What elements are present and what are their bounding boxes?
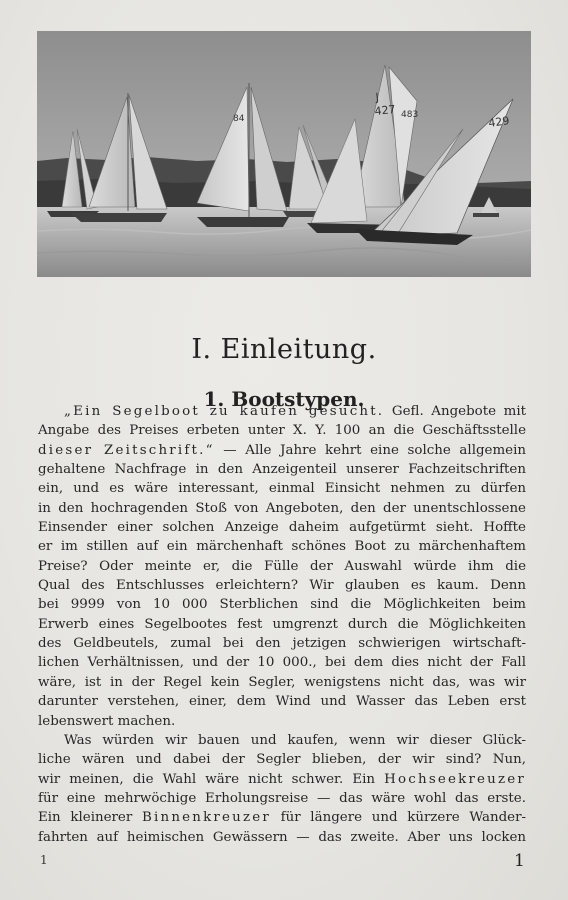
text-line: „Ein Segelboot zu kaufen gesucht. Gefl. Angebote mit [64,404,527,419]
svg-text:J: J [374,90,380,104]
text-line: lebenswert machen. [38,713,176,729]
text-line: liche wären und dabei der Segler blieben, der wir sind? Nun, [38,752,526,768]
sailboat-race-photo [37,31,531,277]
text-line: Was würden wir bauen und kaufen, wenn wir dieser Glück- [64,732,526,748]
text-line: lichen Verhältnissen, und der 10 000., bei dem dies nicht der Fall [38,655,526,671]
text-line: Qual des Entschlusses erleichtern? Wir glauben es kaum. Denn [38,578,526,594]
text-line: in den hochragenden Stoß von Angeboten, den der unentschlossene [38,500,526,516]
text-line: Ein kleinerer Binnenkreuzer für längere und kürzere Wander- [38,810,527,826]
svg-text:429: 429 [487,114,511,130]
text-line: wäre, ist in der Regel kein Segler, wenigstens nicht das, was wir [38,674,526,690]
body-text [38,402,526,847]
text-line: des Geldbeutels, zumal bei den jetzigen schwierigen wirtschaft- [38,636,526,652]
text-line: Einsender einer solchen Anzeige daheim aufgetürmt sieht. Hoffte [38,520,526,536]
text-line: bei 9999 von 10 000 Sterblichen sind die Möglichkeiten beim [38,597,526,613]
text-line: gehaltene Nachfrage in den Anzeigenteil unserer Fachzeitschriften [38,462,526,478]
text-line: dieser Zeitschrift.“ — Alle Jahre kehrt eine solche allgemein [38,442,527,458]
text-line: Preise? Oder meinte er, die Fülle der Auswahl würde ihm die [38,558,526,574]
text-line: fahrten auf heimischen Gewässern — das zweite. Aber uns locken [38,829,526,845]
chapter-title: I. Einleitung. [191,334,377,366]
text-line: wir meinen, die Wahl wäre nicht schwer. Ein Hochseekreuzer [38,771,526,787]
text-line: ein, und es wäre interessant, einmal Einsicht nehmen zu dürfen [38,481,526,497]
text-line: Angabe des Preises erbeten unter X. Y. 100 an die Geschäftsstelle [38,423,526,439]
text-line: für eine mehrwöchige Erholungsreise — das wäre wohl das erste. [38,790,526,806]
page-number: 1 [514,851,525,871]
signature-mark: 1 [40,853,48,867]
svg-text:84: 84 [233,114,245,124]
text-line: darunter verstehen, einer, dem Wind und Wasser das Leben erst [38,694,526,710]
text-line: Erwerb eines Segelbootes fest umgrenzt durch die Möglichkeiten [38,616,526,632]
section-title: 1. Bootstypen. [203,386,365,411]
svg-text:483: 483 [401,110,419,120]
svg-text:427: 427 [373,102,397,118]
text-line: er im stillen auf ein märchenhaft schönes Boot zu märchenhaftem [38,539,526,555]
